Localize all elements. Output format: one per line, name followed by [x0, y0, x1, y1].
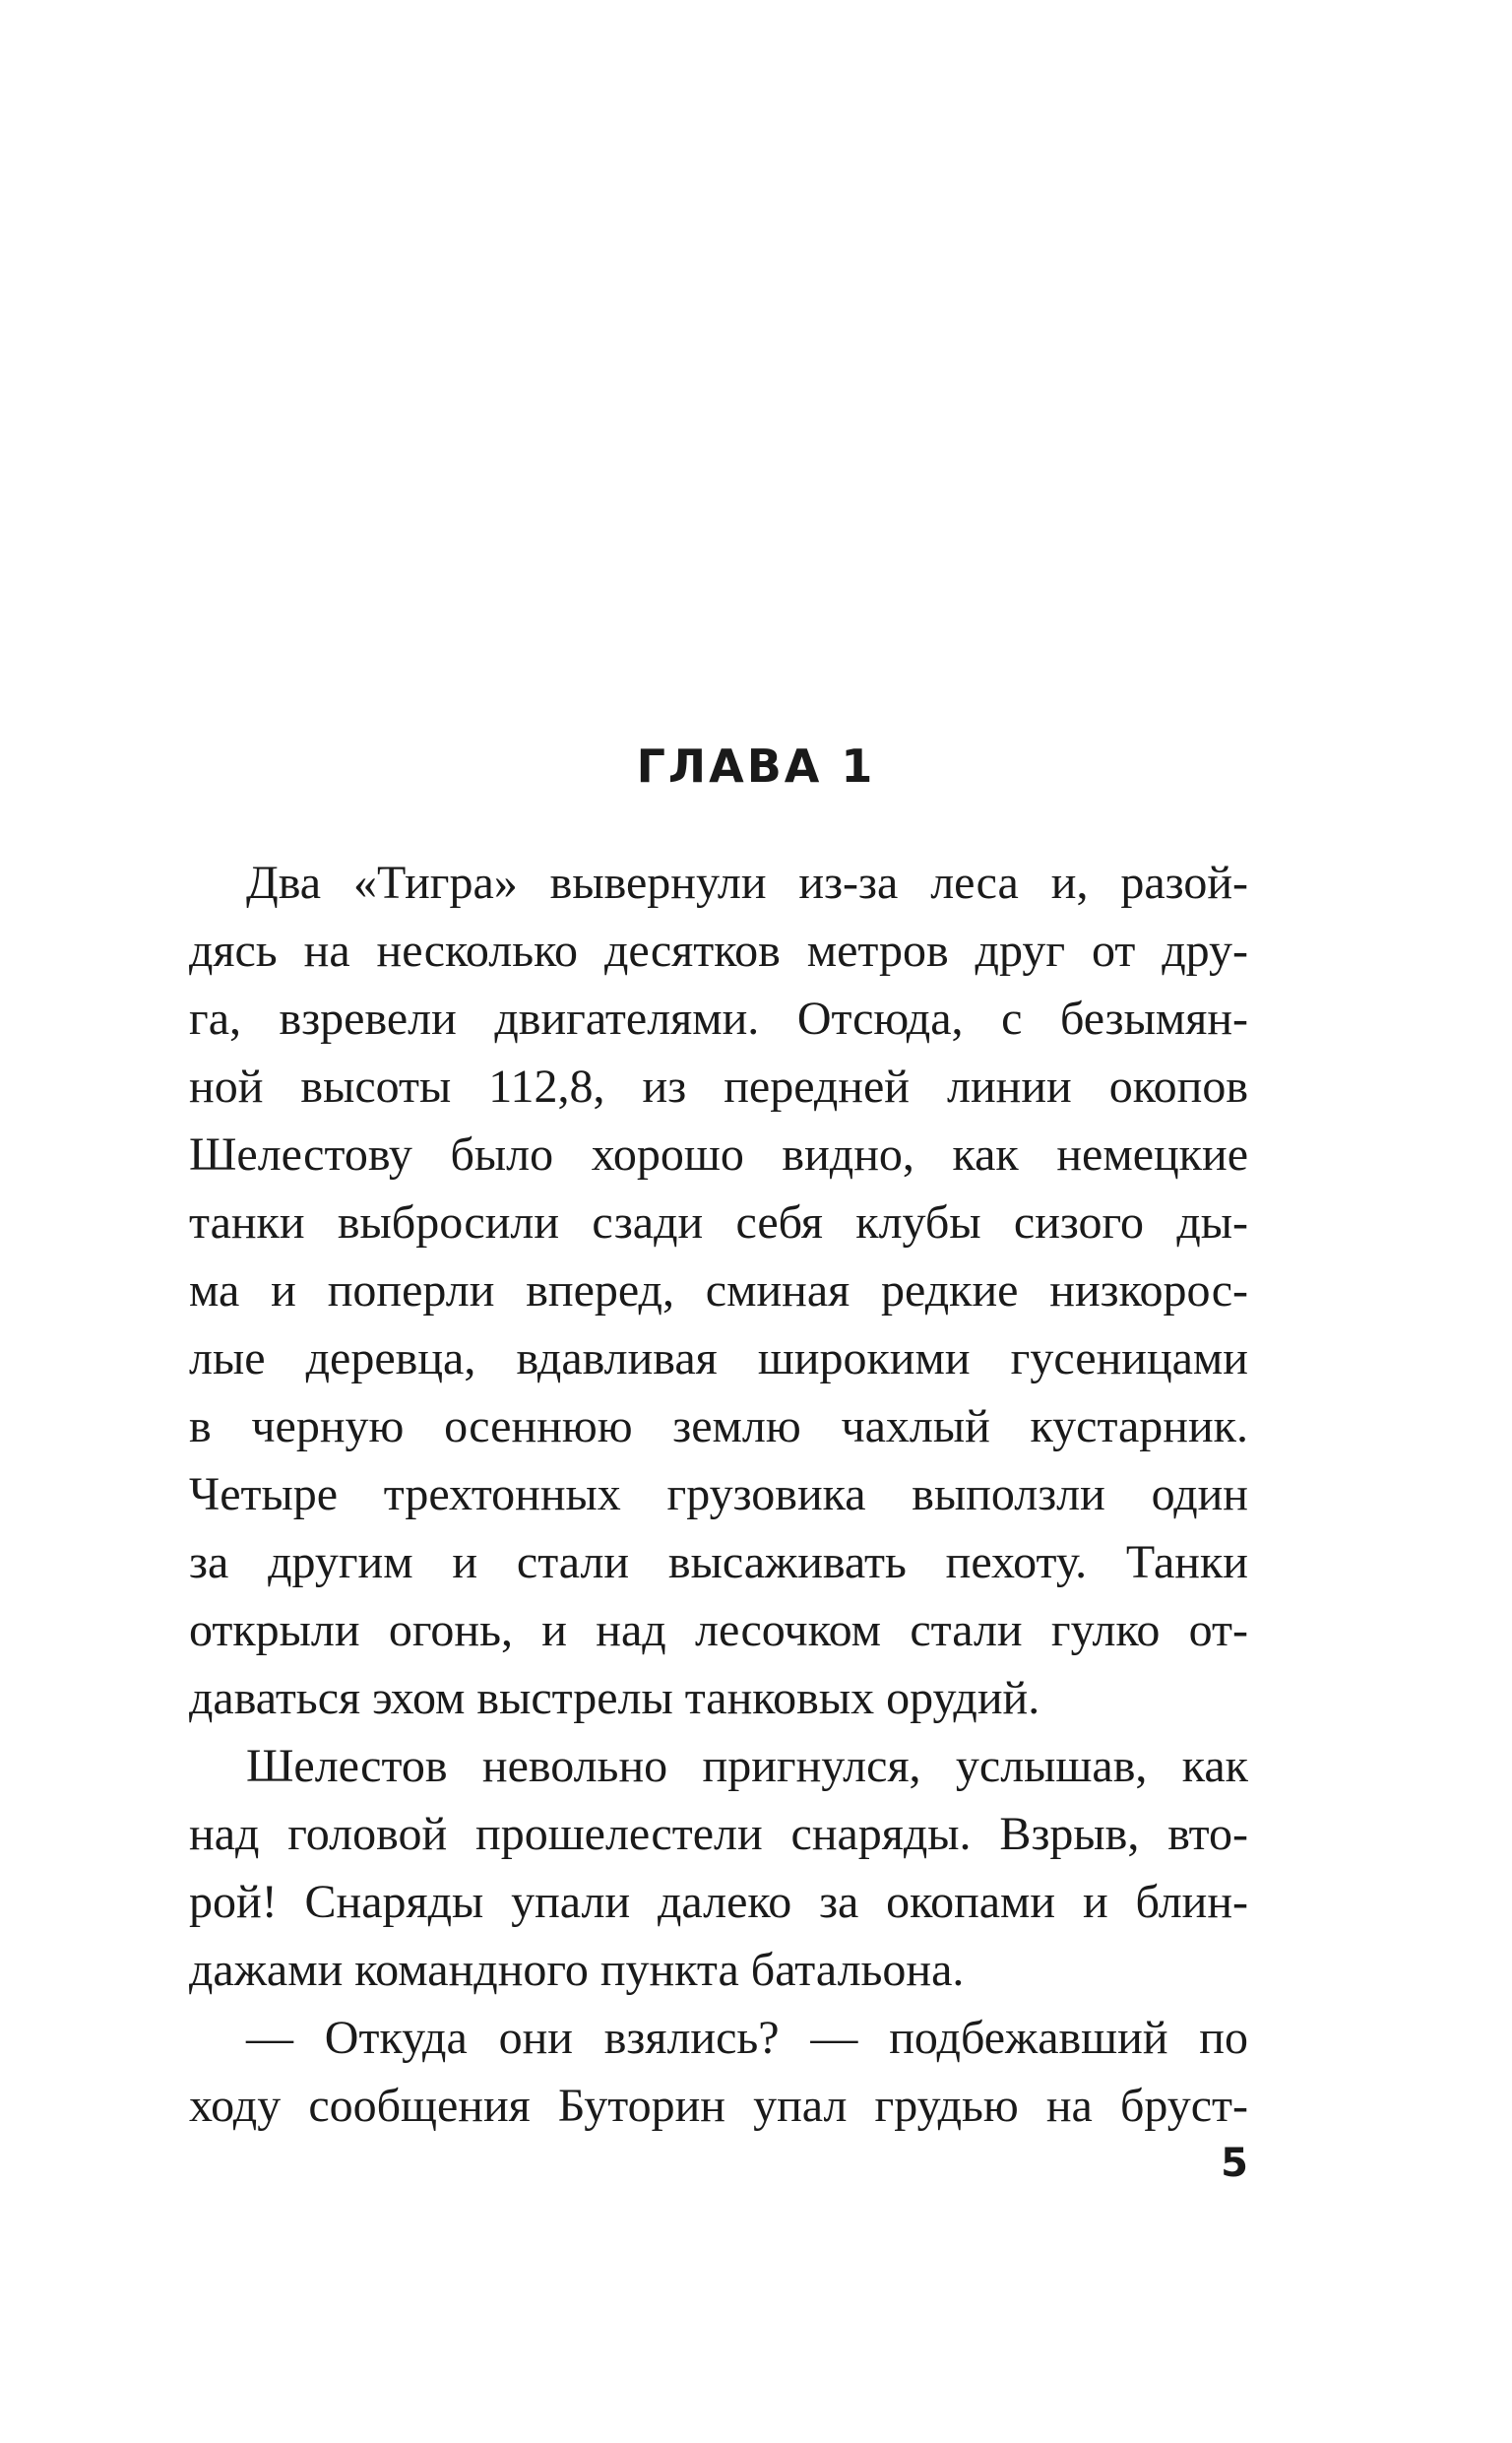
text-line: дясь на несколько десятков метров друг от дру-	[189, 925, 1248, 977]
text-line: Шелестову было хорошо видно, как немецкие	[189, 1128, 1248, 1181]
text-line: танки выбросили сзади себя клубы сизого ды-	[189, 1196, 1248, 1249]
text-line: ходу сообщения Буторин упал грудью на бруст-	[189, 2080, 1248, 2132]
text-line: открыли огонь, и над лесочком стали гулко от-	[189, 1604, 1248, 1656]
text-line: ной высоты 112,8, из передней линии окопов	[189, 1061, 1248, 1113]
text-line: Шелестов невольно пригнулся, услышав, как	[246, 1740, 1248, 1792]
text-line: дажами командного пункта батальона.	[189, 1944, 965, 1996]
text-line: ма и поперли вперед, сминая редкие низкорос-	[189, 1264, 1248, 1317]
text-line: в черную осеннюю землю чахлый кустарник.	[189, 1400, 1248, 1452]
text-line: за другим и стали высаживать пехоту. Танки	[189, 1536, 1248, 1588]
text-line: Четыре трехтонных грузовика выползли один	[189, 1468, 1248, 1520]
text-line: га, взревели двигателями. Отсюда, с безымян-	[189, 993, 1248, 1045]
page-number: 5	[1221, 2141, 1248, 2186]
text-line: даваться эхом выстрелы танковых орудий.	[189, 1672, 1040, 1724]
chapter-title: ГЛАВА 1	[636, 739, 876, 793]
text-line: лые деревца, вдавливая широкими гусеницами	[189, 1332, 1248, 1384]
text-line: рой! Снаряды упали далеко за окопами и блин-	[189, 1876, 1248, 1928]
text-line: Два «Тигра» вывернули из-за леса и, разой-	[246, 857, 1248, 909]
body-text	[189, 849, 1248, 2140]
text-line: — Откуда они взялись? — подбежавший по	[246, 2012, 1248, 2064]
text-line: над головой прошелестели снаряды. Взрыв, вто-	[189, 1808, 1248, 1860]
